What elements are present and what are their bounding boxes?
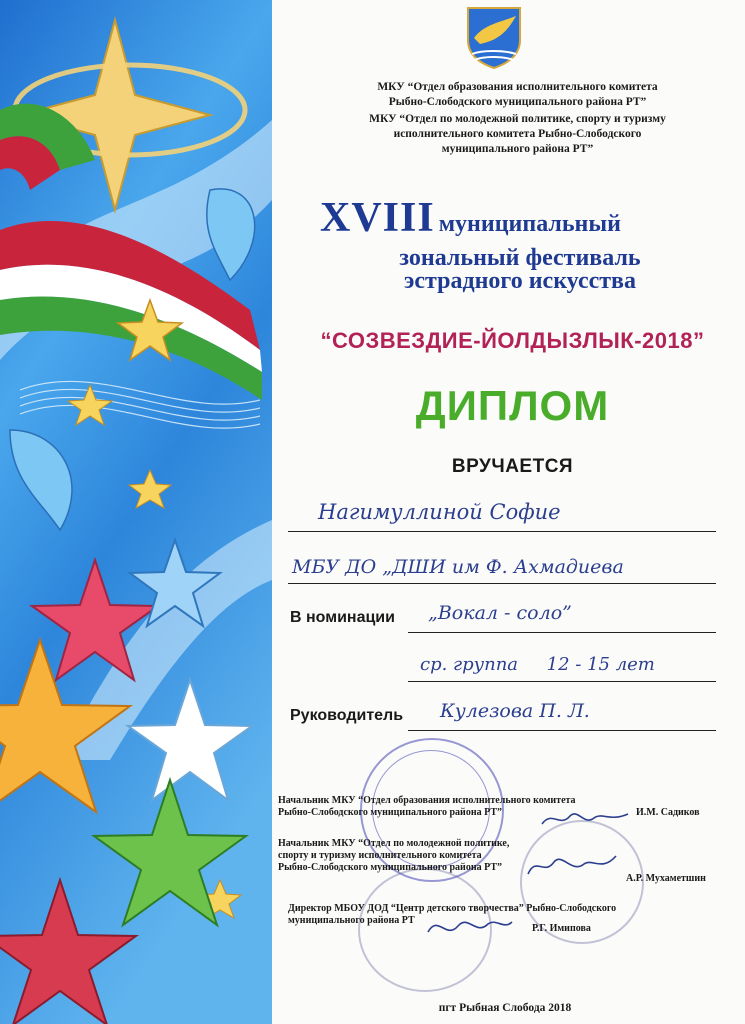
festival-title-word: муниципальный xyxy=(438,211,621,237)
district-emblem xyxy=(460,4,528,70)
festival-number: XVIII xyxy=(320,195,435,241)
signature-title-line: Рыбно-Слободского муниципального района РТ” xyxy=(278,807,502,818)
leader-underline xyxy=(408,730,716,731)
place-and-year: пгт Рыбная Слобода 2018 xyxy=(438,1002,572,1014)
signature-title-line: Директор МБОУ ДОД “Центр детского творчества” Рыбно-Слободского xyxy=(288,903,617,914)
signatory-name: Р.Г. Имипова xyxy=(532,923,591,934)
festival-title-line2: зональный фестиваль xyxy=(399,245,641,271)
festival-title-line1 xyxy=(320,195,720,241)
signature-title-line: Рыбно-Слободского муниципального района РТ” xyxy=(278,862,502,873)
organizer-line: исполнительного комитета Рыбно-Слободского xyxy=(393,128,642,140)
organizer-line: муниципального района РТ” xyxy=(441,143,594,155)
age-group: ср. группа 12 - 15 лет xyxy=(420,654,655,675)
diploma-title: ДИПЛОМ xyxy=(415,382,610,429)
organizer-line: Рыбно-Слободского муниципального района РТ” xyxy=(388,96,647,108)
nomination-underline xyxy=(408,632,716,633)
festival-title-rest xyxy=(300,247,740,293)
organizer-line: МКУ “Отдел образования исполнительного комитета xyxy=(377,81,658,93)
handwritten-signature xyxy=(526,850,618,880)
leader-label: Руководитель xyxy=(290,707,404,724)
signature-title-line: спорту и туризму исполнительного комитета xyxy=(278,850,482,861)
signature-block-education xyxy=(278,795,576,819)
awarded-heading: ВРУЧАЕТСЯ xyxy=(451,456,574,477)
nomination-label: В номинации xyxy=(290,609,395,626)
leader-name: Кулезова П. Л. xyxy=(440,700,590,722)
organizer-education-department xyxy=(290,80,745,110)
organizer-line: МКУ “Отдел по молодежной политике, спорту и туризму xyxy=(369,113,666,125)
organizer-youth-department xyxy=(290,112,745,157)
recipient-underline xyxy=(288,531,716,532)
festival-title-line3: эстрадного искусства xyxy=(403,268,636,294)
signature-title-line: Начальник МКУ “Отдел образования исполнительного комитета xyxy=(278,795,576,806)
signature-title-line: Начальник МКУ “Отдел по молодежной политике, xyxy=(278,838,510,849)
decorative-art-panel xyxy=(0,0,272,1024)
handwritten-signature xyxy=(540,806,630,832)
nomination-value: „Вокал - соло” xyxy=(428,602,572,624)
festival-name: “СОЗВЕЗДИЕ-ЙОЛДЫЗЛЫК-2018” xyxy=(320,328,705,353)
signatory-name: И.М. Садиков xyxy=(636,807,700,818)
age-group-underline xyxy=(408,681,716,682)
handwritten-signature xyxy=(424,912,514,942)
signature-block-youth xyxy=(278,838,509,874)
signatory-name: А.Р. Мухаметшин xyxy=(626,873,706,884)
signature-title-line: муниципального района РТ xyxy=(288,915,415,926)
recipient-name: Нагимуллиной Софие xyxy=(318,500,561,524)
school-underline xyxy=(288,583,716,584)
school-name: МБУ ДО „ДШИ им Ф. Ахмадиева xyxy=(292,556,624,578)
